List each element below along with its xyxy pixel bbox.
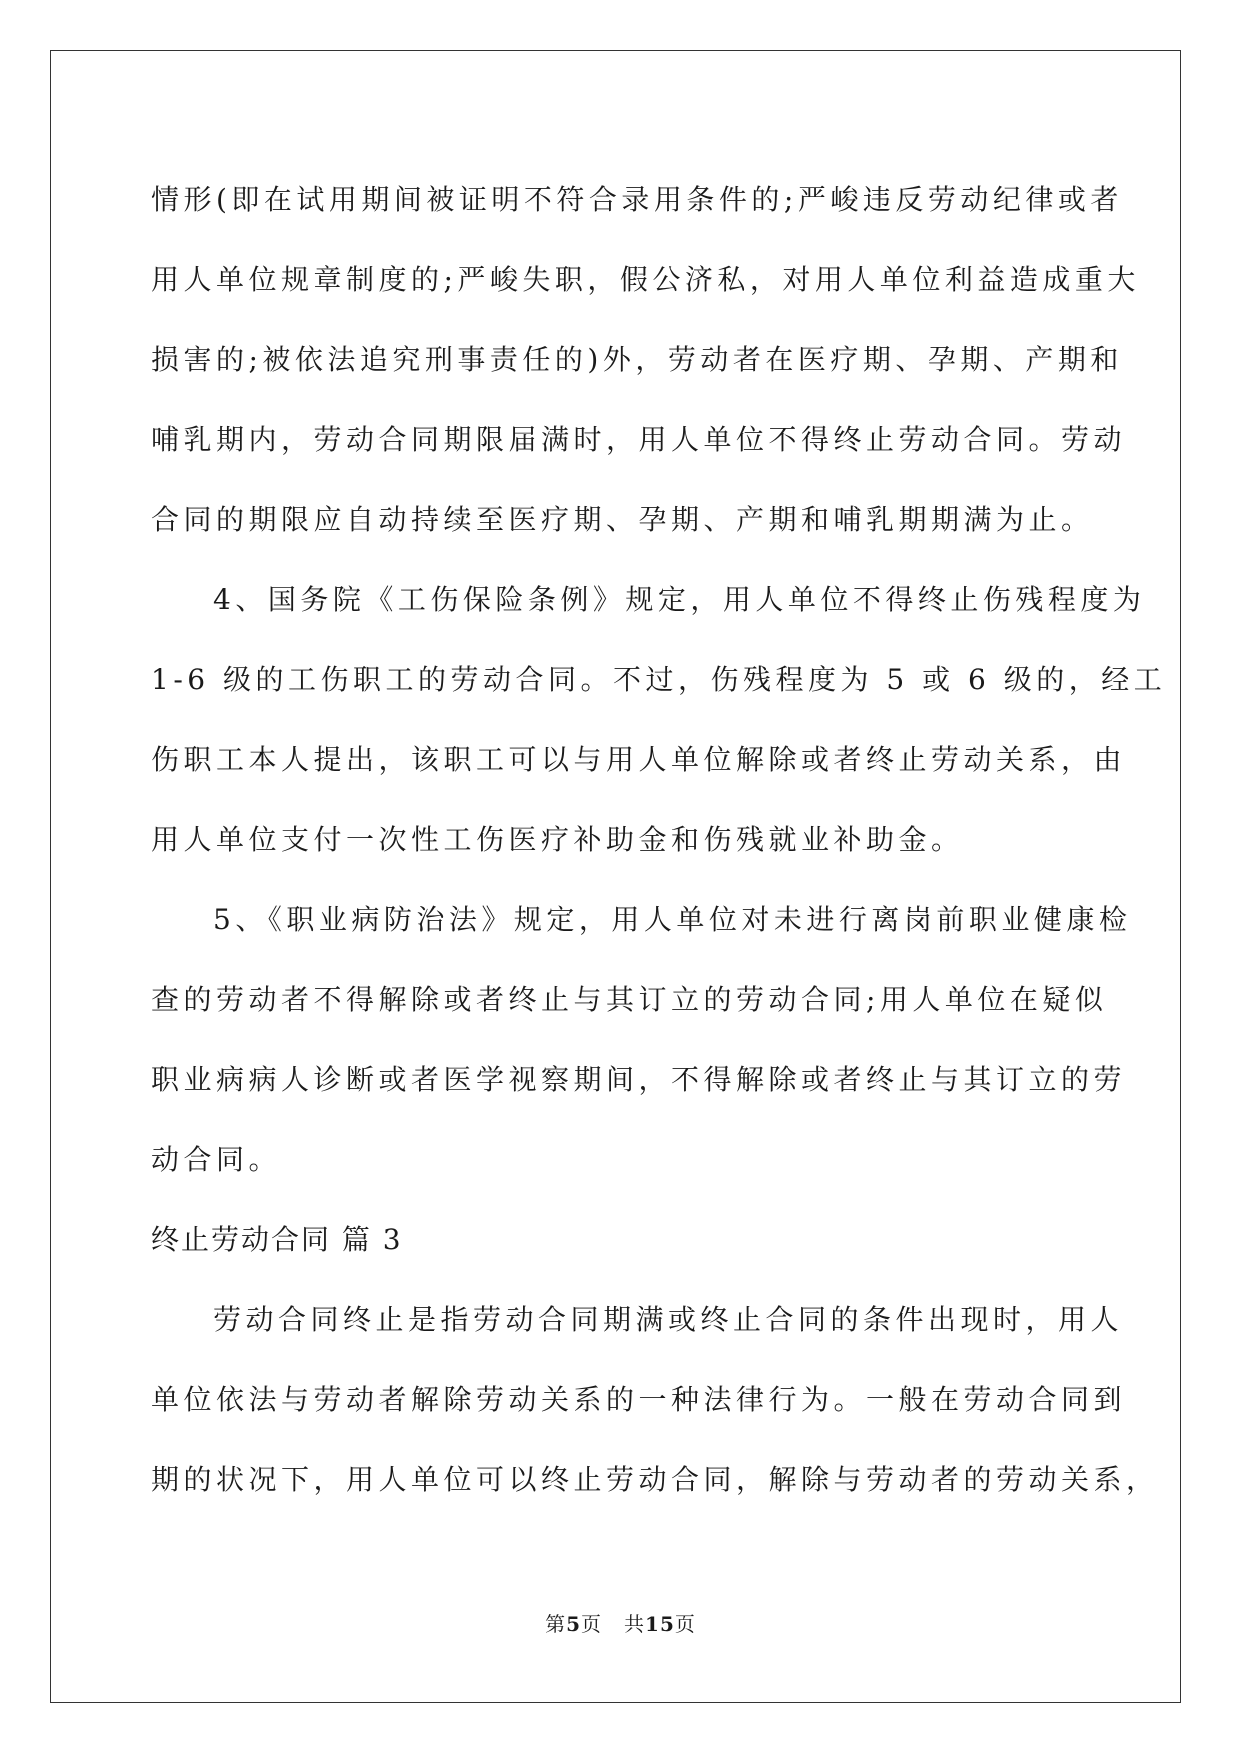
text-line: 动合同。 [151, 1143, 282, 1176]
page-footer [0, 1608, 1241, 1637]
paragraph-start-line: 劳动合同终止是指劳动合同期满或终止合同的条件出现时，用人 [213, 1303, 1124, 1336]
section-heading: 终止劳动合同 篇 3 [151, 1223, 403, 1256]
text-line: 查的劳动者不得解除或者终止与其订立的劳动合同;用人单位在疑似 [151, 983, 1108, 1016]
text-line: 用人单位支付一次性工伤医疗补助金和伤残就业补助金。 [151, 823, 964, 856]
text-line: 哺乳期内，劳动合同期限届满时，用人单位不得终止劳动合同。劳动 [151, 423, 1127, 456]
text-line: 1-6 级的工伤职工的劳动合同。不过，伤残程度为 5 或 6 级的，经工 [151, 663, 1167, 696]
document-body [151, 160, 1167, 1520]
text-line: 伤职工本人提出，该职工可以与用人单位解除或者终止劳动关系，由 [151, 743, 1127, 776]
total-prefix: 共 [624, 1612, 646, 1636]
page-suffix: 页 [581, 1612, 603, 1636]
total-suffix: 页 [674, 1612, 696, 1636]
total-pages: 15 [645, 1612, 675, 1636]
text-line: 用人单位规章制度的;严峻失职，假公济私，对用人单位利益造成重大 [151, 263, 1140, 296]
text-line: 损害的;被依法追究刑事责任的)外，劳动者在医疗期、孕期、产期和 [151, 343, 1123, 376]
text-line: 合同的期限应自动持续至医疗期、孕期、产期和哺乳期期满为止。 [151, 503, 1094, 536]
page-prefix: 第 [545, 1612, 567, 1636]
paragraph-start-line: 5、《职业病防治法》规定，用人单位对未进行离岗前职业健康检 [213, 903, 1132, 936]
text-line: 职业病病人诊断或者医学视察期间，不得解除或者终止与其订立的劳 [151, 1063, 1127, 1096]
page-number: 5 [566, 1612, 582, 1636]
paragraph-start-line: 4、国务院《工伤保险条例》规定，用人单位不得终止伤残程度为 [213, 583, 1146, 616]
text-line: 单位依法与劳动者解除劳动关系的一种法律行为。一般在劳动合同到 [151, 1383, 1127, 1416]
text-line: 期的状况下，用人单位可以终止劳动合同，解除与劳动者的劳动关系， [151, 1463, 1159, 1496]
text-line: 情形(即在试用期间被证明不符合录用条件的;严峻违反劳动纪律或者 [151, 183, 1123, 216]
